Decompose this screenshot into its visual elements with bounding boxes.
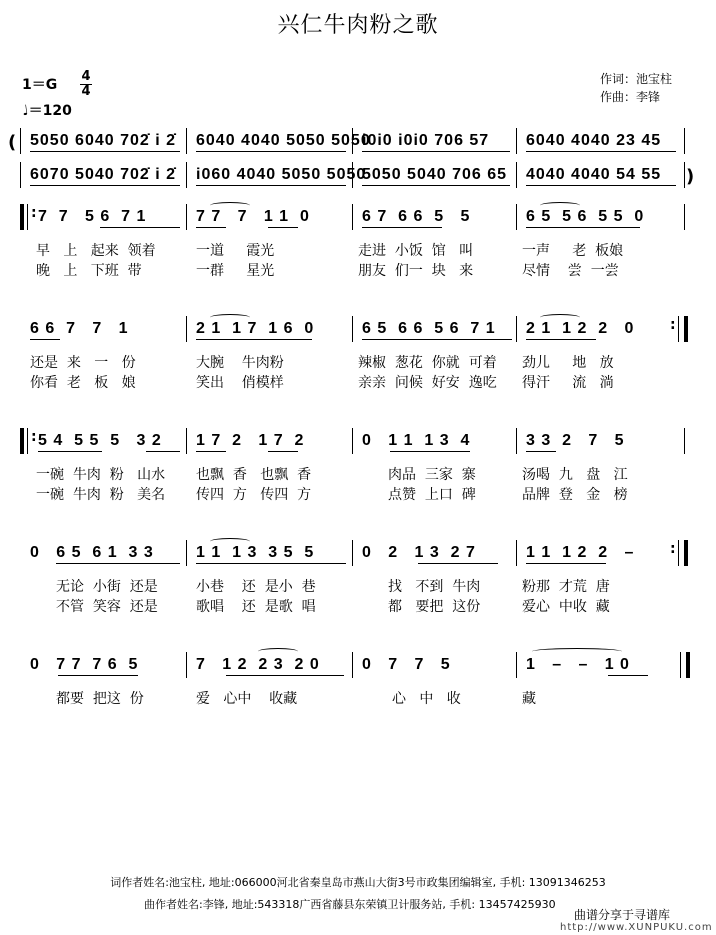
lyric-verse2: 品牌 登 金 榜 bbox=[522, 487, 628, 503]
lyric-verse1: 汤喝 九 盘 江 bbox=[522, 467, 628, 483]
intro-measure: 6040 4040 23 45 bbox=[526, 132, 662, 149]
lyric-verse2: 得汗 流 淌 bbox=[522, 375, 614, 391]
share-source: 曲谱分享于寻谱库 bbox=[574, 908, 671, 922]
lyric-verse1: 一碗 牛肉 粉 山水 bbox=[36, 467, 166, 483]
measure: 2 1 1 2 2 0 bbox=[526, 320, 635, 337]
measure: 6 6 7 7 1 bbox=[30, 320, 129, 337]
lyric-verse2: 传四 方 传四 方 bbox=[196, 487, 312, 503]
measure: 6 7 6 6 5 5 bbox=[362, 208, 471, 225]
score-system-4: 0 6 5 6 1 3 3 1 1 1 3 3 5 5 0 2 1 3 2 7 1 1 1 2 2 – : bbox=[0, 540, 716, 580]
lyric-verse1: 肉品 三家 寨 bbox=[388, 467, 476, 483]
lyric-verse1: 粉那 才荒 唐 bbox=[522, 579, 610, 595]
time-signature bbox=[80, 70, 92, 99]
lyric-verse1: 走进 小饭 馆 叫 bbox=[358, 243, 474, 259]
close-bracket: ) bbox=[686, 166, 695, 187]
lyric-verse1: 都要 把这 份 bbox=[56, 691, 144, 707]
intro-measure: 6040 4040 5050 5050 bbox=[196, 132, 371, 149]
lyric-verse1: 大腕 牛肉粉 bbox=[196, 355, 284, 371]
open-bracket: ( bbox=[8, 132, 17, 153]
lyric-verse2: 晚 上 下班 带 bbox=[36, 263, 142, 279]
lyric-verse1: 一道 霞光 bbox=[196, 243, 275, 259]
measure: 7 1 2 2 3 2 0 bbox=[196, 656, 320, 673]
lyric-verse1: 还是 来 一 份 bbox=[30, 355, 136, 371]
intro-measure: 5050 6040 702̇ i 2̇ bbox=[30, 132, 177, 149]
lyric-verse1: 辣椒 葱花 你就 可着 bbox=[358, 355, 497, 371]
lyric-verse2: 笑出 俏模样 bbox=[196, 375, 284, 391]
intro-measure: 6070 5040 702̇ i 2̇ bbox=[30, 166, 177, 183]
measure: 3 3 2 7 5 bbox=[526, 432, 625, 449]
lyric-verse1: 也飘 香 也飘 香 bbox=[196, 467, 312, 483]
measure: 7 7 5 6 7 1 bbox=[38, 208, 147, 225]
measure: 1 – – 1 0 bbox=[526, 656, 630, 673]
measure: 6 5 5 6 5 5 0 bbox=[526, 208, 645, 225]
lyric-verse2: 尽情 尝 一尝 bbox=[522, 263, 619, 279]
time-signature-bottom: 4 bbox=[81, 84, 91, 99]
measure: 0 1 1 1 3 4 bbox=[362, 432, 471, 449]
measure: 2 1 1 7 1 6 0 bbox=[196, 320, 315, 337]
lyric-verse2: 点赞 上口 碑 bbox=[388, 487, 476, 503]
time-signature-top: 4 bbox=[81, 69, 91, 84]
composer-contact: 曲作者姓名:李锋, 地址:543318广西省藤县东荣镇卫计服务站, 手机: 13457425930 bbox=[144, 898, 556, 911]
lyric-verse1: 早 上 起来 领着 bbox=[36, 243, 156, 259]
intro-measure: 4040 4040 54 55 bbox=[526, 166, 662, 183]
intro-measure: i0i0 i0i0 706 57 bbox=[362, 132, 490, 149]
lyric-verse2: 朋友 们一 块 来 bbox=[358, 263, 474, 279]
lyric-verse1: 心 中 收 bbox=[392, 691, 461, 707]
lyric-verse2: 都 要把 这份 bbox=[388, 599, 481, 615]
lyric-verse1: 找 不到 牛肉 bbox=[388, 579, 481, 595]
lyric-verse2: 一碗 牛肉 粉 美名 bbox=[36, 487, 166, 503]
measure: 0 6 5 6 1 3 3 bbox=[30, 544, 154, 561]
score-system-2: 6 6 7 7 1 2 1 1 7 1 6 0 6 5 6 6 5 6 7 1 2 1 1 2 2 0 : bbox=[0, 316, 716, 356]
intro-measure: 5050 5040 706 65 bbox=[362, 166, 508, 183]
lyric-verse2: 爱心 中收 藏 bbox=[522, 599, 610, 615]
song-title: 兴仁牛肉粉之歌 bbox=[277, 13, 439, 38]
measure: 0 7 7 5 bbox=[362, 656, 451, 673]
lyric-verse2: 一群 星光 bbox=[196, 263, 275, 279]
site-watermark: http://www.XUNPUKU.com bbox=[560, 922, 713, 933]
lyric-verse1: 爱 心中 收藏 bbox=[196, 691, 298, 707]
tempo-marking bbox=[22, 100, 72, 120]
lyric-verse1: 一声 老 板娘 bbox=[522, 243, 624, 259]
measure: 1 1 1 2 2 – bbox=[526, 544, 635, 561]
lyric-verse1: 劲儿 地 放 bbox=[522, 355, 614, 371]
lyricist-credit: 作词：池宝柱 bbox=[600, 72, 673, 86]
lyric-verse2: 亲亲 问候 好安 逸吃 bbox=[358, 375, 497, 391]
lyricist-contact: 词作者姓名:池宝柱, 地址:066000河北省秦皇岛市燕山大街3号市政集团编辑室, 手机: 13091346253 bbox=[110, 876, 606, 889]
lyric-verse1: 无论 小街 还是 bbox=[56, 579, 158, 595]
lyric-verse2: 不管 笑容 还是 bbox=[56, 599, 158, 615]
composer-credit: 作曲：李锋 bbox=[600, 90, 661, 104]
lyric-verse1: 小巷 还 是小 巷 bbox=[196, 579, 316, 595]
key-signature: 1＝G bbox=[22, 77, 58, 93]
intro-measure: i060 4040 5050 5050 bbox=[196, 166, 367, 183]
measure: 6 5 6 6 5 6 7 1 bbox=[362, 320, 496, 337]
quarter-note-icon: ♩ bbox=[20, 102, 30, 120]
score-system-3: : 5 4 5 5 5 3 2 1 7 2 1 7 2 0 1 1 1 3 4 3 3 2 7 5 bbox=[0, 428, 716, 468]
score-system-1: : 7 7 5 6 7 1 7 7 7 1 1 0 6 7 6 6 5 5 6 5 5 6 5 5 0 bbox=[0, 204, 716, 244]
intro-line-2 bbox=[0, 162, 716, 202]
measure: 5 4 5 5 5 3 2 bbox=[38, 432, 162, 449]
lyric-verse1: 藏 bbox=[522, 691, 536, 707]
measure: 0 7 7 7 6 5 bbox=[30, 656, 139, 673]
lyric-verse2: 你看 老 板 娘 bbox=[30, 375, 136, 391]
measure: 0 2 1 3 2 7 bbox=[362, 544, 476, 561]
score-system-5 bbox=[0, 652, 716, 692]
measure: 1 7 2 1 7 2 bbox=[196, 432, 305, 449]
measure: 1 1 1 3 3 5 5 bbox=[196, 544, 315, 561]
measure: 7 7 7 1 1 0 bbox=[196, 208, 310, 225]
tempo-value: ＝120 bbox=[28, 103, 72, 119]
lyric-verse2: 歌唱 还 是歌 唱 bbox=[196, 599, 316, 615]
